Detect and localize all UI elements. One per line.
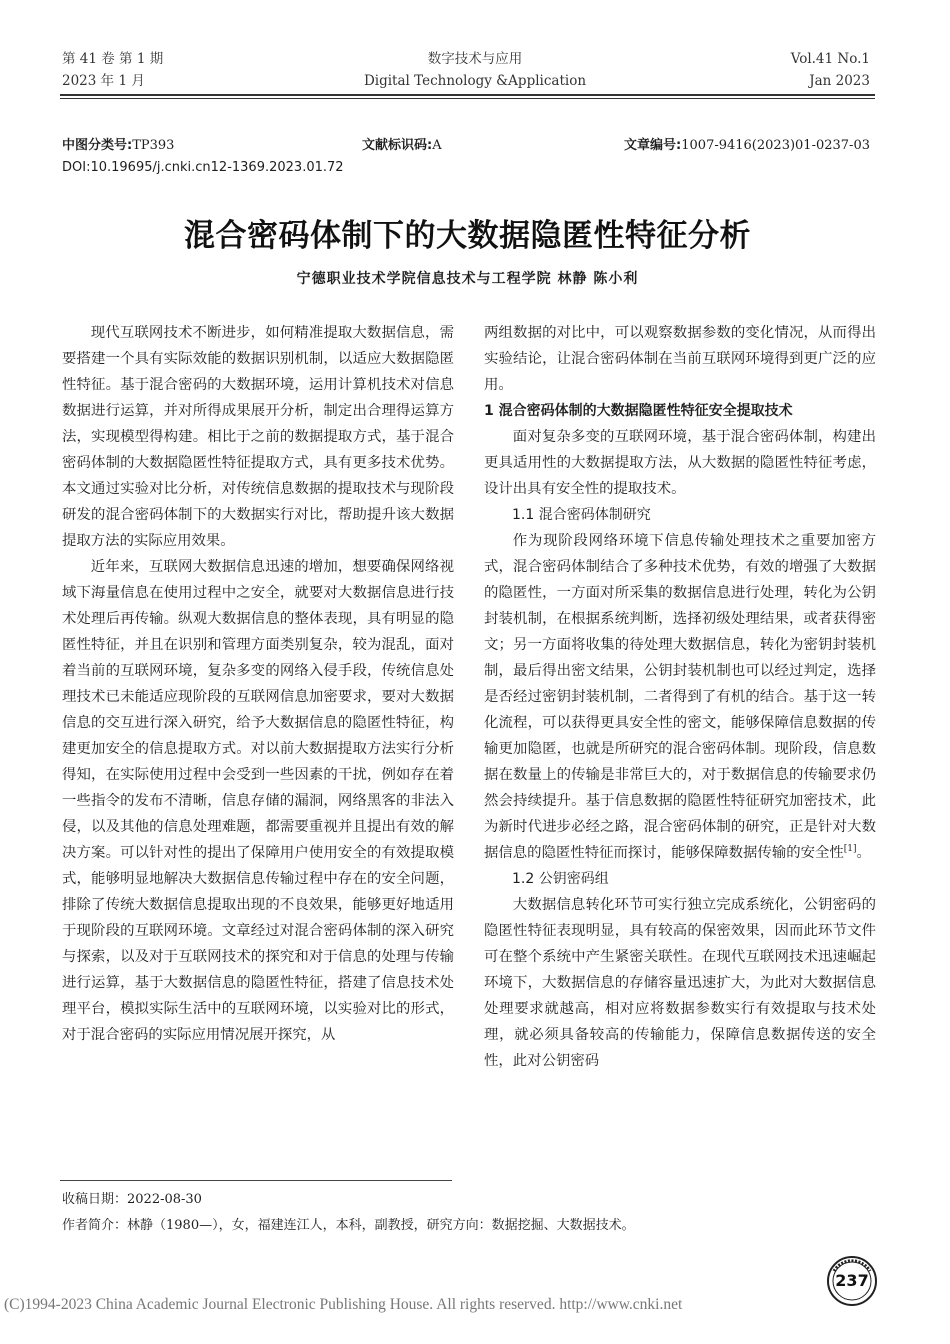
paragraph: 近年来，互联网大数据信息迅速的增加，想要确保网络视域下海量信息在使用过程中之安全，就要对大数据信息进行技术处理后再传输。纵观大数据信息的整体表现，具有明显的隐匿性特征，并且在识别和管理方面类别复杂，较为混乱，面对着当前的互联网环境，复杂多变的网络入侵手段，传统信息处理技术已未能适应现阶段的互联网信息加密要求，要对大数据信息的交互进行深入研究，给予大数据信息的隐匿性特征，构建更加安全的信息提取方式。对以前大数据提取方法实行分析得知，在实际使用过程中会受到一些因素的干扰，例如存在着一些指令的发布不清晰，信息存储的漏洞，网络黑客的非法入侵，以及其他的信息处理难题，都需要重视并且提出有效的解决方案。可以针对性的提出了保障用户使用安全的有效提取模式，能够明显地解决大数据信息传输过程中存在的安全问题，排除了传统大数据信息提取出现的不良效果，能够更好地适用于现阶段的互联网环境。文章经过对混合密码体制的深入研究与探索，以及对于互联网技术的探究和对于信息的处理与传输进行运算，基于大数据信息的隐匿性特征，搭建了信息技术处理平台，模拟实际生活中的互联网环境，以实验对比的形式，对于混合密码的实际应用情况展开探究，从 bbox=[62, 559, 454, 1043]
right-column bbox=[484, 320, 876, 1074]
journal-name-cn: 数字技术与应用 bbox=[427, 51, 523, 67]
doi: DOI:10.19695/j.cnki.cn12-1369.2023.01.72 bbox=[62, 160, 344, 175]
paragraph: 面对复杂多变的互联网环境，基于混合密码体制，构建出更具适用性的大数据提取方法，从大数据的隐匿性特征考虑，设计出具有安全性的提取技术。 bbox=[484, 429, 876, 497]
paragraph-end: 。 bbox=[856, 845, 871, 861]
clc-number bbox=[62, 134, 174, 153]
page-number: 237 bbox=[835, 1271, 869, 1290]
received-date: 收稿日期：2022-08-30 bbox=[62, 1192, 202, 1207]
footnote-rule bbox=[60, 1180, 452, 1181]
paper-title: 混合密码体制下的大数据隐匿性特征分析 bbox=[184, 218, 751, 254]
article-value: 1007-9416(2023)01-0237-03 bbox=[681, 138, 870, 153]
header-rule bbox=[60, 94, 875, 96]
header-left bbox=[62, 48, 163, 92]
clc-label: 中图分类号: bbox=[62, 138, 133, 153]
article-label: 文章编号: bbox=[624, 138, 682, 153]
publication-date: 2023 年 1 月 bbox=[62, 73, 145, 89]
author-line: 宁德职业技术学院信息技术与工程学院 林静 陈小利 bbox=[296, 271, 639, 287]
clc-value: TP393 bbox=[132, 138, 175, 153]
paragraph: 现代互联网技术不断进步，如何精准提取大数据信息，需要搭建一个具有实际效能的数据识别机制，以适应大数据隐匿性特征。基于混合密码的大数据环境，运用计算机技术对信息数据进行运算，并对所得成果展开分析，制定出合理得运算方法，实现模型得构建。相比于之前的数据提取方式，基于混合密码体制的大数据隐匿性特征提取方式，具有更多技术优势。本文通过实验对比分析，对传统信息数据的提取技术与现阶段研发的混合密码体制下的大数据实行对比，帮助提升该大数据提取方法的实际应用效果。 bbox=[62, 325, 454, 549]
doc-value: A bbox=[432, 138, 442, 153]
volume-issue: 第 41 卷 第 1 期 bbox=[62, 51, 164, 67]
left-column bbox=[62, 320, 454, 1048]
document-code bbox=[362, 134, 442, 153]
subsection-heading: 1.2 公钥密码组 bbox=[512, 871, 609, 887]
subsection-heading: 1.1 混合密码体制研究 bbox=[512, 507, 651, 523]
paragraph bbox=[484, 528, 876, 866]
header-rule-thin bbox=[60, 98, 875, 99]
copyright-footer: (C)1994-2023 China Academic Journal Electronic Publishing House. All rights reserved. http://www.cnki.net bbox=[4, 1296, 683, 1313]
volume-issue-en: Vol.41 No.1 bbox=[790, 51, 870, 67]
paragraph: 两组数据的对比中，可以观察数据参数的变化情况，从而得出实验结论，让混合密码体制在当前互联网环境得到更广泛的应用。 bbox=[484, 325, 876, 393]
citation-ref: [1] bbox=[843, 844, 857, 855]
author-bio: 作者简介：林静（1980—），女，福建连江人，本科，副教授，研究方向：数据挖掘、大数据技术。 bbox=[62, 1218, 635, 1233]
header-center bbox=[300, 48, 650, 92]
publication-date-en: Jan 2023 bbox=[809, 73, 870, 89]
paragraph: 大数据信息转化环节可实行独立完成系统化，公钥密码的隐匿性特征表现明显，具有较高的保密效果，因而此环节文件可在整个系统中产生紧密关联性。在现代互联网技术迅速崛起环境下，大数据信息的存储容量迅速扩大，为此对大数据信息处理要求就越高，相对应将数据参数实行有效提取与技术处理，就必须具备较高的传输能力，保障信息数据传送的安全性，此对公钥密码 bbox=[484, 897, 876, 1069]
section-heading: 1 混合密码体制的大数据隐匿性特征安全提取技术 bbox=[484, 403, 793, 419]
article-number bbox=[624, 134, 870, 153]
doc-label: 文献标识码: bbox=[362, 138, 433, 153]
header-right bbox=[791, 48, 870, 92]
journal-name-en: Digital Technology &Application bbox=[363, 73, 587, 89]
paragraph-text: 作为现阶段网络环境下信息传输处理技术之重要加密方式，混合密码体制结合了多种技术优势，有效的增强了大数据的隐匿性，一方面对所采集的数据信息进行处理，转化为公钥封装机制，在根据系统判断，选择初级处理结果，或者获得密文；另一方面将收集的待处理大数据信息，转化为密钥封装机制，最后得出密文结果，公钥封装机制也可以经过判定，选择是否经过密钥封装机制，二者得到了有机的结合。基于这一转化流程，可以获得更具安全性的密文，能够保障信息数据的传输更加隐匿，也就是所研究的混合密码体制。现阶段，信息数据在数量上的传输是非常巨大的，对于数据信息的传输要求仍然会持续提升。基于信息数据的隐匿性特征研究加密技术，此为新时代进步必经之路，混合密码体制的研究，正是针对大数据信息的隐匿性特征而探讨，能够保障数据传输的安全性 bbox=[484, 533, 876, 861]
